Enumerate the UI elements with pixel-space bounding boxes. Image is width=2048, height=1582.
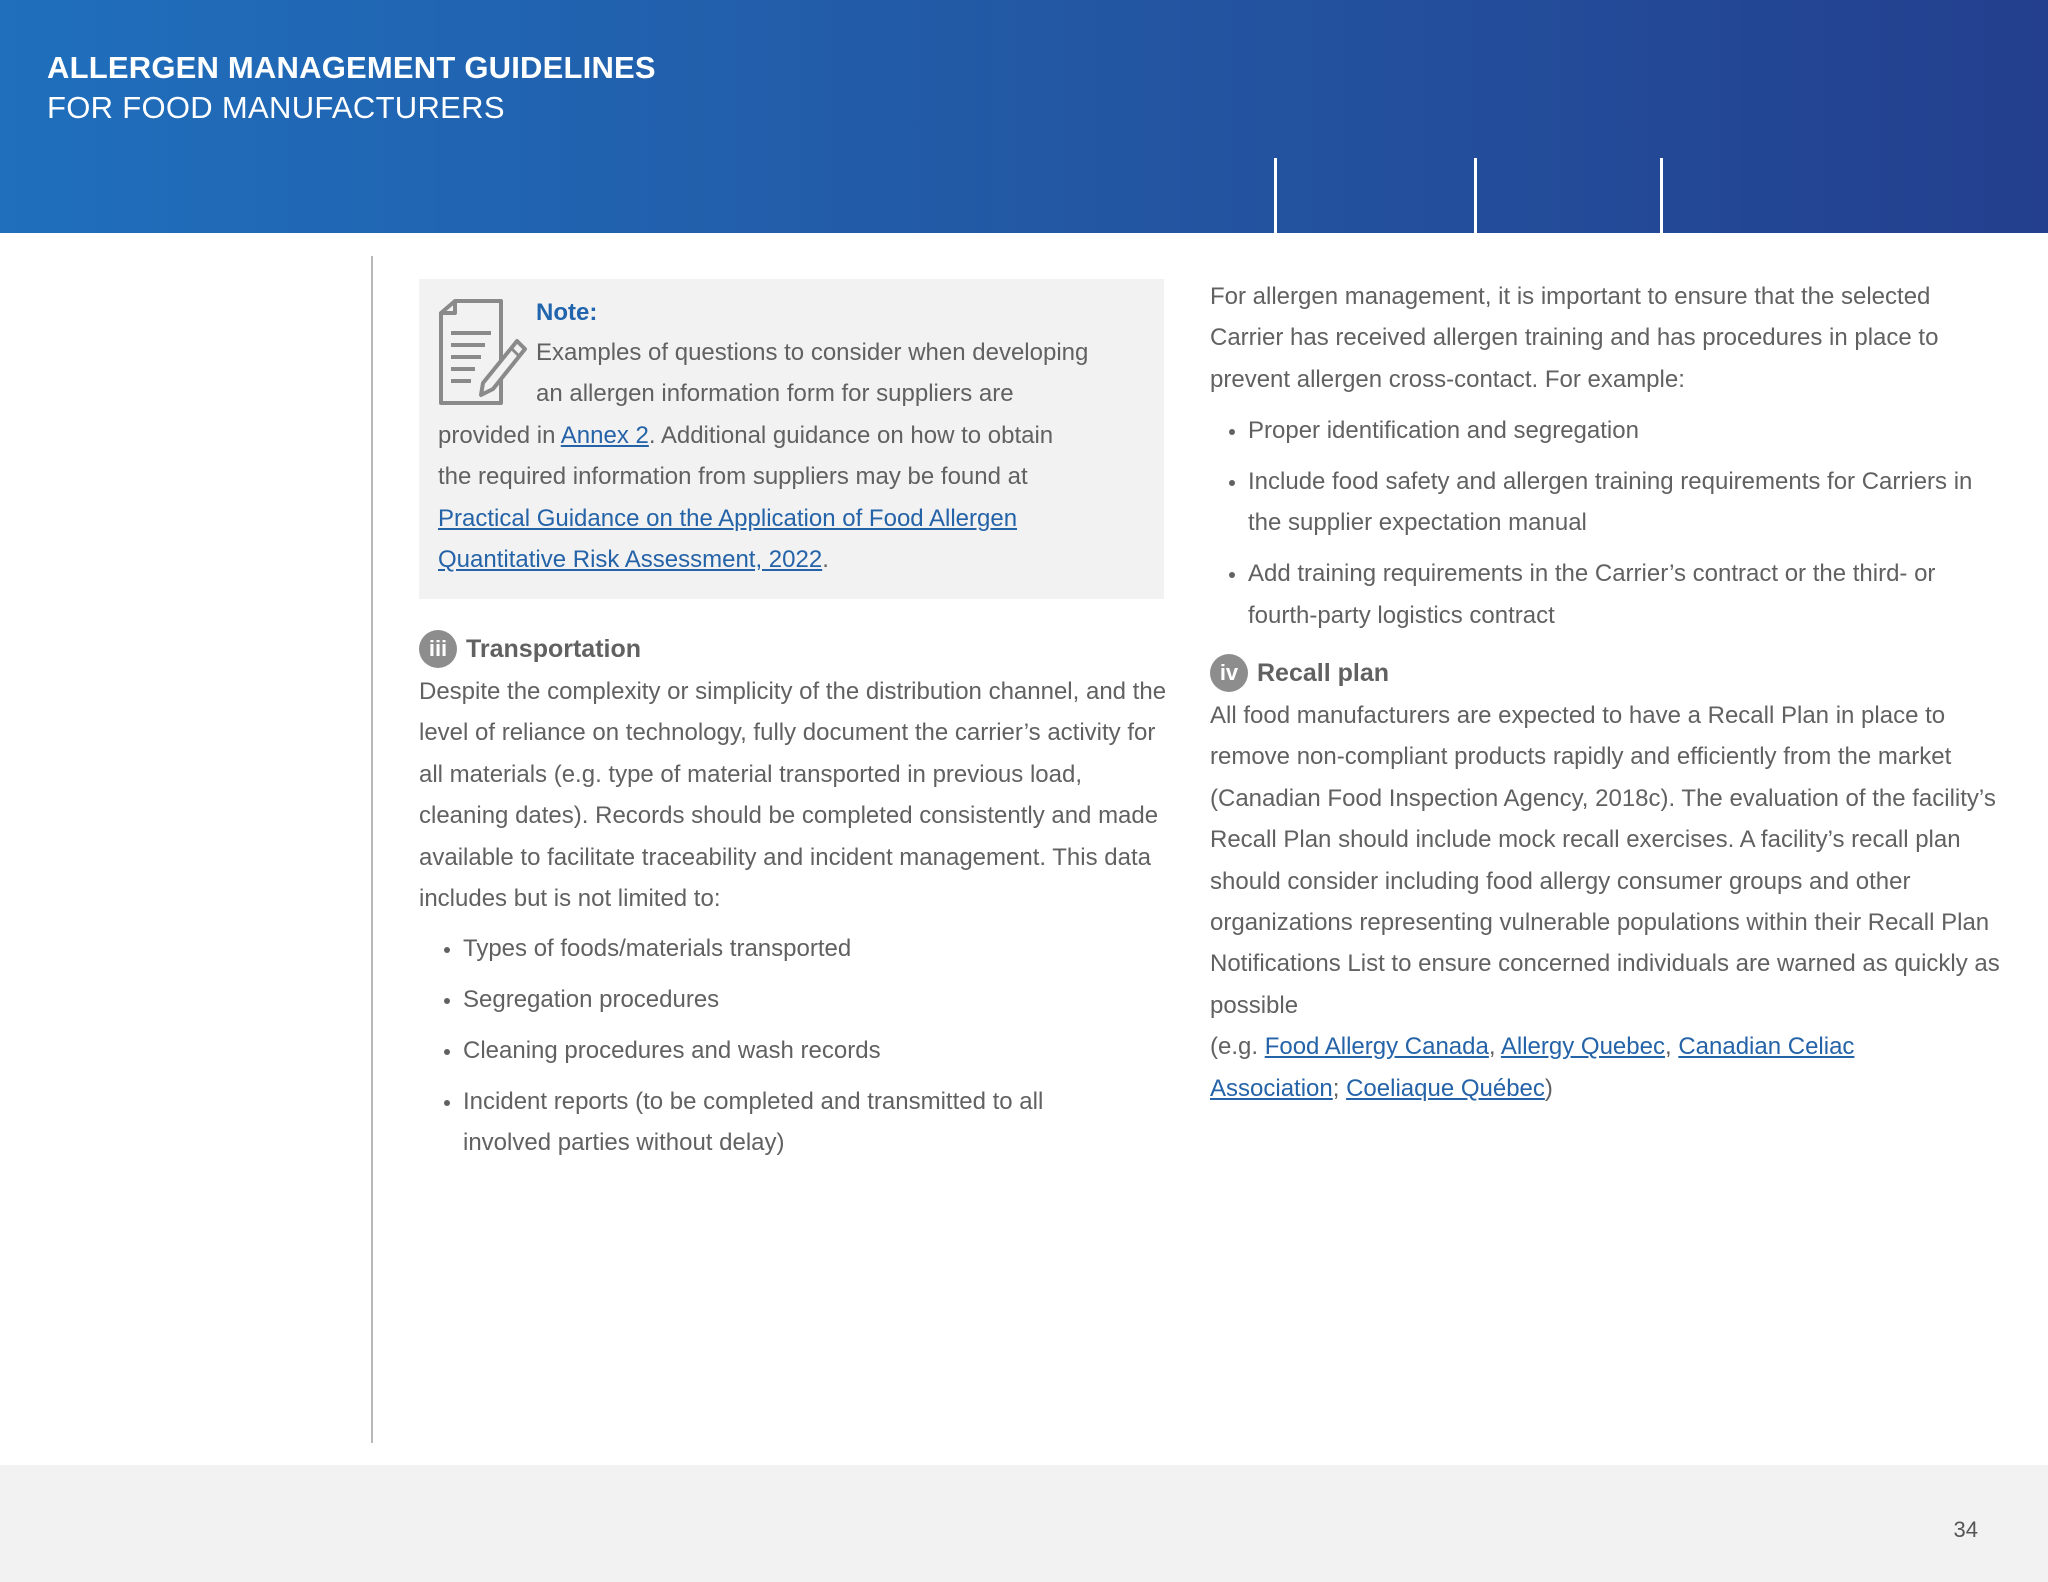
transportation-body: Despite the complexity or simplicity of the distribution channel, and the level of reliance on technology, fully document the carrier’s activity for all materials (e.g. type of material transported in previous load, cleaning dates). Records should be completed consistently and made available to facilitate traceability and incident management. This data includes but is not limited to: — [419, 678, 1167, 913]
list-item: Segregation procedures — [441, 979, 1141, 1020]
margin-rule — [371, 256, 373, 1443]
recall-text: , — [1664, 1033, 1679, 1061]
header-subtitle: FOR FOOD MANUFACTURERS — [47, 90, 505, 125]
section-title: Recall plan — [1257, 658, 1389, 687]
page-footer — [0, 1465, 2048, 1582]
practical-guidance-link[interactable]: Quantitative Risk Assessment, 2022 — [438, 546, 823, 573]
allergy-quebec-link[interactable]: Allergy Quebec — [1500, 1033, 1665, 1061]
note-line: an allergen information form for suppliers are — [536, 380, 1014, 407]
list-item: Include food safety and allergen training requirements for Carriers in the supplier expectation manual — [1226, 461, 1996, 544]
note-title: Note: — [536, 299, 598, 326]
canadian-celiac-link[interactable]: Canadian Celiac — [1678, 1033, 1855, 1061]
carrier-intro: For allergen management, it is important to ensure that the selected Carrier has received allergen training and has procedures in place to prevent allergen cross-contact. For example: — [1210, 283, 1939, 393]
canadian-celiac-link[interactable]: Association — [1210, 1074, 1333, 1102]
recall-text: All food manufacturers are expected to have a Recall Plan in place to remove non-compliant products rapidly and efficiently from the market (Canadian Food Inspection Agency, 2018c). The evaluation of the facility’s Recall Plan should include mock recall exercises. A facility’s recall plan should consider including food allergy consumer groups and other organizations representing vulnerable populations within their Recall Plan Notifications List to ensure concerned individuals are warned as quickly as possible — [1210, 702, 2000, 1019]
section-badge: iv — [1210, 654, 1248, 692]
header-title: ALLERGEN MANAGEMENT GUIDELINES — [47, 50, 656, 85]
document-edit-icon — [437, 299, 529, 412]
carrier-list — [1226, 410, 1996, 646]
annex-2-link[interactable]: Annex 2 — [560, 422, 649, 449]
coeliaque-quebec-link[interactable]: Coeliaque Québec — [1346, 1074, 1545, 1102]
note-line — [438, 546, 829, 574]
recall-text: , — [1488, 1033, 1501, 1061]
note-line — [438, 505, 1017, 533]
food-allergy-canada-link[interactable]: Food Allergy Canada — [1264, 1033, 1489, 1061]
transportation-heading — [419, 630, 641, 668]
note-text: provided in — [438, 422, 561, 449]
note-line: the required information from suppliers may be found at — [438, 463, 1028, 490]
list-item: Incident reports (to be completed and transmitted to all involved parties without delay) — [441, 1081, 1063, 1164]
recall-body — [1210, 695, 2000, 1109]
header-tab-divider — [1660, 158, 1663, 233]
note-box — [419, 279, 1164, 599]
page-header — [0, 0, 2048, 233]
section-badge: iii — [419, 630, 457, 668]
header-tab-divider — [1274, 158, 1277, 233]
header-tab-divider — [1474, 158, 1477, 233]
note-line — [438, 422, 1053, 450]
recall-heading — [1210, 654, 1389, 692]
list-item: Types of foods/materials transported — [441, 928, 1141, 969]
note-line: Examples of questions to consider when developing — [536, 339, 1089, 366]
transportation-list — [441, 928, 1141, 1173]
practical-guidance-link[interactable]: Practical Guidance on the Application of Food Allergen — [438, 505, 1018, 532]
list-item: Proper identification and segregation — [1226, 410, 1996, 451]
recall-text: (e.g. — [1210, 1033, 1265, 1061]
page-number: 34 — [1953, 1517, 1978, 1542]
recall-text: ; — [1332, 1074, 1347, 1102]
section-title: Transportation — [466, 634, 642, 663]
note-text: . — [822, 546, 829, 573]
note-text: . Additional guidance on how to obtain — [648, 422, 1054, 449]
list-item: Add training requirements in the Carrier’s contract or the third- or fourth-party logistics contract — [1226, 553, 1996, 636]
list-item: Cleaning procedures and wash records — [441, 1030, 1141, 1071]
recall-text: ) — [1544, 1074, 1553, 1102]
